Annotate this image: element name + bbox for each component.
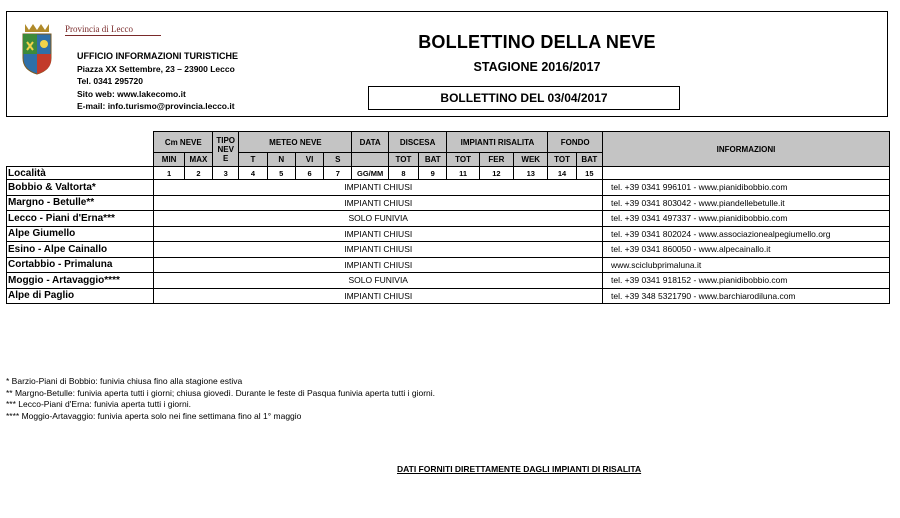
footnotes <box>6 376 435 422</box>
col-max: MAX <box>184 153 212 167</box>
facility-status: SOLO FUNIVIA <box>154 273 603 289</box>
table-row <box>7 180 890 196</box>
col-data-blank <box>352 153 388 167</box>
office-info <box>77 50 238 113</box>
location-name: Alpe di Paglio <box>7 288 154 304</box>
table-row <box>7 226 890 242</box>
col-group-discesa: DISCESA <box>388 132 447 153</box>
col-number: 5 <box>267 167 295 180</box>
col-number-blank <box>602 167 889 180</box>
column-number-row <box>7 167 890 180</box>
table-row <box>7 242 890 258</box>
contact-info: tel. +39 0341 860050 - www.alpecainallo.it <box>602 242 889 258</box>
col-group-fondo: FONDO <box>548 132 603 153</box>
location-name: Moggio - Artavaggio**** <box>7 273 154 289</box>
col-disc-bat: BAT <box>419 153 447 167</box>
col-imp-wek: WEK <box>514 153 548 167</box>
contact-info: tel. +39 0341 497337 - www.pianidibobbio.com <box>602 211 889 227</box>
location-name: Alpe Giumello <box>7 226 154 242</box>
contact-info: tel. +39 0341 803042 - www.piandellebetulle.it <box>602 195 889 211</box>
data-source-footer: DATI FORNITI DIRETTAMENTE DAGLI IMPIANTI DI RISALITA <box>397 464 642 474</box>
location-name: Lecco - Piani d'Erna*** <box>7 211 154 227</box>
location-rows <box>7 180 890 304</box>
tipo-neve-line-2: NEV <box>217 144 234 154</box>
facility-status: IMPIANTI CHIUSI <box>154 180 603 196</box>
table-row <box>7 257 890 273</box>
col-group-impianti: IMPIANTI RISALITA <box>447 132 548 153</box>
empty-corner <box>7 132 154 167</box>
col-t: T <box>239 153 267 167</box>
snow-bulletin-table <box>6 131 890 304</box>
col-imp-tot: TOT <box>447 153 479 167</box>
province-name: Provincia di Lecco <box>65 24 133 34</box>
header-row-groups <box>7 132 890 153</box>
col-disc-tot: TOT <box>388 153 418 167</box>
office-title: UFFICIO INFORMAZIONI TURISTICHE <box>77 51 238 61</box>
page-title: BOLLETTINO DELLA NEVE <box>418 32 656 52</box>
col-number: 3 <box>213 167 239 180</box>
footnote: ** Margno-Betulle: funivia aperta tutti i giorni; chiusa giovedì. Durante le feste di Pasqua funivia aperta tutti i giorni. <box>6 387 436 398</box>
col-group-cm-neve: Cm NEVE <box>154 132 213 153</box>
col-tipo-neve <box>213 132 239 167</box>
col-number: 2 <box>184 167 212 180</box>
contact-info: tel. +39 0341 996101 - www.pianidibobbio.com <box>602 180 889 196</box>
col-min: MIN <box>154 153 184 167</box>
col-fondo-tot: TOT <box>548 153 576 167</box>
facility-status: IMPIANTI CHIUSI <box>154 195 603 211</box>
contact-info: tel. +39 348 5321790 - www.barchiarodiluna.com <box>602 288 889 304</box>
col-s: S <box>324 153 352 167</box>
col-vi: VI <box>295 153 323 167</box>
facility-status: IMPIANTI CHIUSI <box>154 288 603 304</box>
col-number: 11 <box>447 167 479 180</box>
office-website: Sito web: www.lakecomo.it <box>77 88 186 99</box>
province-underline <box>65 35 161 36</box>
table-row <box>7 211 890 227</box>
col-number: 12 <box>479 167 513 180</box>
table-row <box>7 288 890 304</box>
tipo-neve-line-1: TIPO <box>216 135 236 145</box>
col-number: 6 <box>295 167 323 180</box>
col-ggmm: GG/MM <box>352 167 388 180</box>
bulletin-date: BOLLETTINO DEL 03/04/2017 <box>368 86 680 110</box>
footnote: **** Moggio-Artavaggio: funivia aperta solo nei fine settimana fino al 1° maggio <box>6 410 302 421</box>
table-row <box>7 273 890 289</box>
season-title: STAGIONE 2016/2017 <box>473 60 601 74</box>
col-imp-fer: FER <box>479 153 513 167</box>
location-name: Cortabbio - Primaluna <box>7 257 154 273</box>
facility-status: SOLO FUNIVIA <box>154 211 603 227</box>
col-number: 4 <box>239 167 267 180</box>
office-email: E-mail: info.turismo@provincia.lecco.it <box>77 101 235 111</box>
office-phone: Tel. 0341 295720 <box>77 76 144 86</box>
col-number: 8 <box>388 167 418 180</box>
col-number: 7 <box>324 167 352 180</box>
facility-status: IMPIANTI CHIUSI <box>154 226 603 242</box>
footnote: * Barzio-Piani di Bobbio: funivia chiusa fino alla stagione estiva <box>6 376 243 386</box>
col-group-data: DATA <box>352 132 388 153</box>
col-number: 1 <box>154 167 184 180</box>
col-number: 13 <box>514 167 548 180</box>
office-address: Piazza XX Settembre, 23 – 23900 Lecco <box>77 63 235 74</box>
location-name: Esino - Alpe Cainallo <box>7 242 154 258</box>
contact-info: tel. +39 0341 802024 - www.associazionealpegiumello.org <box>602 226 889 242</box>
location-name: Bobbio & Valtorta* <box>7 180 154 196</box>
contact-info: tel. +39 0341 918152 - www.pianidibobbio.com <box>602 273 889 289</box>
col-number: 14 <box>548 167 576 180</box>
col-fondo-bat: BAT <box>576 153 602 167</box>
col-group-informazioni: INFORMAZIONI <box>602 132 889 167</box>
footnote: *** Lecco-Piani d'Erna: funivia aperta tutti i giorni. <box>6 399 191 409</box>
col-group-meteo: METEO NEVE <box>239 132 352 153</box>
table-row <box>7 195 890 211</box>
tipo-neve-line-3: E <box>223 153 229 163</box>
col-number: 9 <box>419 167 447 180</box>
col-n: N <box>267 153 295 167</box>
contact-info: www.sciclubprimaluna.it <box>602 257 889 273</box>
facility-status: IMPIANTI CHIUSI <box>154 242 603 258</box>
col-number: 15 <box>576 167 602 180</box>
location-name: Margno - Betulle** <box>7 195 154 211</box>
localita-label: Località <box>7 167 154 180</box>
province-crest-icon <box>19 20 55 76</box>
facility-status: IMPIANTI CHIUSI <box>154 257 603 273</box>
